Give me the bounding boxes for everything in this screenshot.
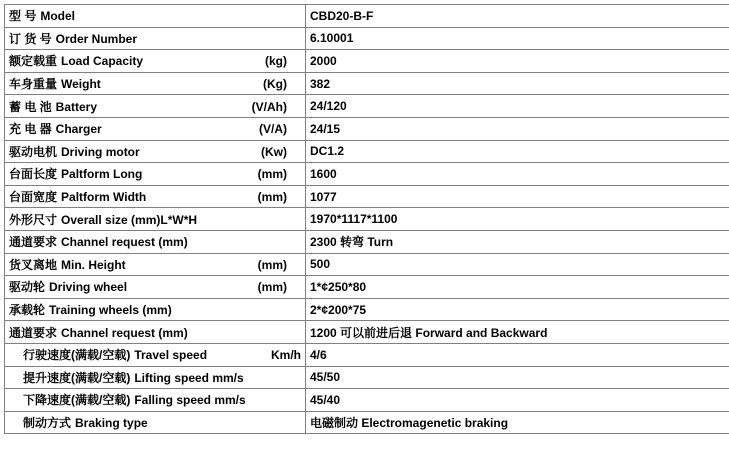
table-row [5, 185, 729, 208]
table-row [5, 163, 729, 186]
spec-label-en: Braking type [75, 416, 293, 430]
spec-label-en: Travel speed [134, 348, 263, 362]
spec-label-zh: 额定载重 [9, 52, 57, 69]
table-row [5, 72, 729, 95]
spec-label-cell [5, 117, 306, 140]
spec-label-en: Battery [56, 100, 244, 114]
spec-label-unit: (mm) [250, 258, 301, 272]
spec-label-en: Channel request (mm) [61, 235, 279, 249]
spec-label-cell [5, 185, 306, 208]
table-row [5, 117, 729, 140]
spec-label-zh: 外形尺寸 [9, 211, 57, 228]
spec-label-cell [5, 5, 306, 28]
spec-value-cell: 24/120 [306, 95, 729, 118]
spec-label-cell [5, 230, 306, 253]
spec-label-unit: Km/h [263, 348, 306, 362]
table-row [5, 5, 729, 28]
spec-label-zh: 下降速度(满载/空载) [23, 391, 130, 408]
spec-label-cell [5, 50, 306, 73]
spec-label-en: Driving wheel [49, 280, 250, 294]
spec-label-cell [5, 276, 306, 299]
spec-label-unit: (V/Ah) [244, 100, 301, 114]
spec-label-en: Paltform Long [61, 167, 250, 181]
spec-label-en: Order Number [56, 32, 279, 46]
spec-label-unit: (Kg) [255, 77, 301, 91]
table-row [5, 208, 729, 231]
spec-value-cell: 1600 [306, 163, 729, 186]
spec-value-cell: DC1.2 [306, 140, 729, 163]
spec-value-cell: 电磁制动 Electromagenetic braking [306, 411, 729, 434]
spec-label-cell [5, 72, 306, 95]
spec-label-en: Weight [61, 77, 255, 91]
table-row [5, 276, 729, 299]
spec-label-cell [5, 366, 306, 389]
table-row [5, 230, 729, 253]
spec-label-zh: 行驶速度(满载/空载) [23, 346, 130, 363]
spec-label-unit: (kg) [257, 54, 301, 68]
spec-label-cell [5, 321, 306, 344]
spec-label-cell [5, 343, 306, 366]
spec-label-zh: 台面长度 [9, 165, 57, 182]
spec-label-en: Training wheels (mm) [49, 303, 279, 317]
spec-label-en: Channel request (mm) [61, 326, 279, 340]
spec-value-cell: 2300 转弯 Turn [306, 230, 729, 253]
spec-value-cell: CBD20-B-F [306, 5, 729, 28]
spec-label-cell [5, 27, 306, 50]
spec-value-cell: 382 [306, 72, 729, 95]
spec-label-zh: 提升速度(满载/空载) [23, 369, 130, 386]
table-row [5, 411, 729, 434]
spec-label-unit: (Kw) [253, 145, 301, 159]
table-row [5, 298, 729, 321]
spec-value-cell: 2*¢200*75 [306, 298, 729, 321]
spec-label-cell [5, 140, 306, 163]
spec-label-unit: (mm) [250, 280, 301, 294]
spec-value-cell: 500 [306, 253, 729, 276]
spec-label-en: Model [40, 9, 279, 23]
table-row [5, 95, 729, 118]
spec-label-en: Charger [56, 122, 251, 136]
spec-label-zh: 通道要求 [9, 324, 57, 341]
spec-label-zh: 承载轮 [9, 301, 45, 318]
spec-label-en: Paltform Width [61, 190, 250, 204]
spec-value-cell: 45/50 [306, 366, 729, 389]
spec-label-zh: 驱动电机 [9, 143, 57, 160]
spec-label-zh: 型 号 [9, 7, 36, 24]
spec-label-cell [5, 298, 306, 321]
spec-value-cell: 1077 [306, 185, 729, 208]
spec-label-cell [5, 389, 306, 412]
table-row [5, 389, 729, 412]
table-row [5, 27, 729, 50]
spec-label-zh: 充 电 器 [9, 120, 52, 137]
table-row [5, 366, 729, 389]
table-row [5, 321, 729, 344]
spec-value-cell: 24/15 [306, 117, 729, 140]
spec-label-cell [5, 208, 306, 231]
spec-label-cell [5, 163, 306, 186]
spec-value-cell: 4/6 [306, 343, 729, 366]
spec-label-en: Driving motor [61, 145, 253, 159]
spec-label-en: Load Capacity [61, 54, 257, 68]
spec-label-zh: 蓄 电 池 [9, 98, 52, 115]
spec-label-cell [5, 411, 306, 434]
spec-label-zh: 订 货 号 [9, 30, 52, 47]
spec-value-cell: 2000 [306, 50, 729, 73]
table-row [5, 140, 729, 163]
table-row [5, 50, 729, 73]
spec-label-cell [5, 253, 306, 276]
spec-label-zh: 通道要求 [9, 233, 57, 250]
spec-label-en: Falling speed mm/s [134, 393, 293, 407]
spec-value-cell: 1*¢250*80 [306, 276, 729, 299]
spec-label-zh: 台面宽度 [9, 188, 57, 205]
spec-label-zh: 驱动轮 [9, 278, 45, 295]
spec-label-en: Lifting speed mm/s [134, 371, 293, 385]
spec-label-zh: 车身重量 [9, 75, 57, 92]
spec-label-unit: (V/A) [251, 122, 301, 136]
spec-label-en: Min. Height [61, 258, 250, 272]
spec-label-cell [5, 95, 306, 118]
spec-label-en: Overall size (mm)L*W*H [61, 213, 279, 227]
spec-label-zh: 制动方式 [23, 414, 71, 431]
spec-value-cell: 6.10001 [306, 27, 729, 50]
table-body [5, 5, 729, 434]
spec-value-cell: 1200 可以前进后退 Forward and Backward [306, 321, 729, 344]
spec-value-cell: 1970*1117*1100 [306, 208, 729, 231]
table-row [5, 343, 729, 366]
spec-label-unit: (mm) [250, 167, 301, 181]
specification-table [4, 4, 729, 434]
spec-label-zh: 货叉离地 [9, 256, 57, 273]
spec-label-unit: (mm) [250, 190, 301, 204]
table-row [5, 253, 729, 276]
spec-value-cell: 45/40 [306, 389, 729, 412]
